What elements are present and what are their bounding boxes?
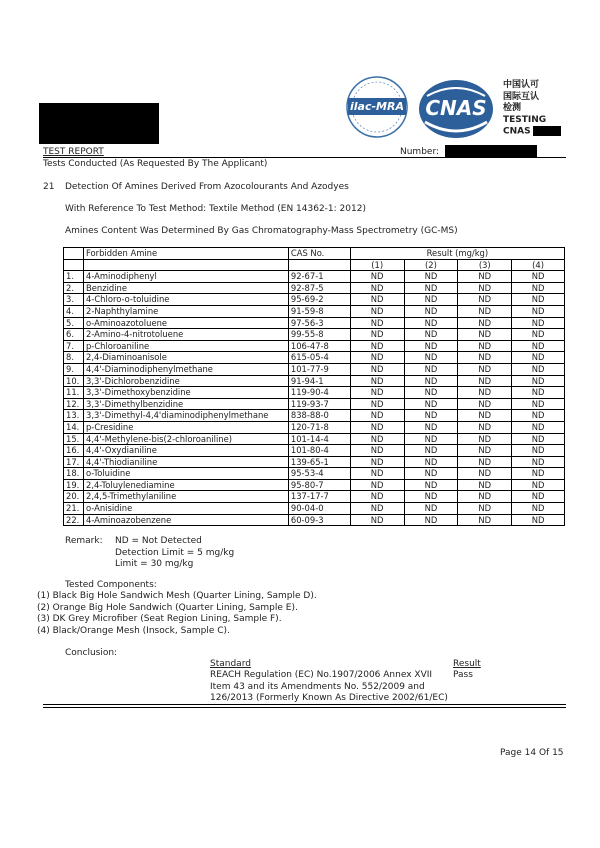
result-3: ND bbox=[458, 282, 512, 294]
amine-name: 3,3'-Dimethoxybenzidine bbox=[83, 387, 288, 399]
accreditation-text bbox=[503, 80, 561, 138]
result-3: ND bbox=[458, 433, 512, 445]
amine-name: 2,4-Toluylenediamine bbox=[83, 479, 288, 491]
result-3: ND bbox=[458, 375, 512, 387]
result-4: ND bbox=[512, 305, 565, 317]
result-2: ND bbox=[404, 305, 458, 317]
amine-name: p-Chloroaniline bbox=[83, 340, 288, 352]
cas-number: 120-71-8 bbox=[288, 421, 350, 433]
row-number: 3. bbox=[64, 294, 84, 306]
result-4: ND bbox=[512, 503, 565, 515]
result-4: ND bbox=[512, 421, 565, 433]
footer-rule-bottom bbox=[43, 707, 566, 708]
result-2: ND bbox=[404, 363, 458, 375]
conclusion-result: Pass bbox=[453, 670, 473, 680]
row-number: 14. bbox=[64, 421, 84, 433]
components-list bbox=[37, 591, 317, 637]
report-label: TEST REPORT bbox=[43, 147, 104, 157]
table-row bbox=[64, 305, 565, 317]
amine-name: 4-Chloro-o-toluidine bbox=[83, 294, 288, 306]
result-4: ND bbox=[512, 514, 565, 526]
method-reference: With Reference To Test Method: Textile Method (EN 14362-1: 2012) bbox=[65, 204, 366, 214]
result-1: ND bbox=[350, 468, 404, 480]
result-2: ND bbox=[404, 433, 458, 445]
amine-name: o-Aminoazotoluene bbox=[83, 317, 288, 329]
result-3: ND bbox=[458, 294, 512, 306]
result-2: ND bbox=[404, 491, 458, 503]
result-1: ND bbox=[350, 375, 404, 387]
result-4: ND bbox=[512, 271, 565, 283]
result-3: ND bbox=[458, 329, 512, 341]
remark-detection-limit: Detection Limit = 5 mg/kg bbox=[115, 547, 235, 558]
row-number: 15. bbox=[64, 433, 84, 445]
component-item: (2) Orange Big Hole Sandwich (Quarter Lining, Sample E). bbox=[37, 602, 298, 613]
result-4: ND bbox=[512, 387, 565, 399]
result-3: ND bbox=[458, 398, 512, 410]
cas-number: 101-77-9 bbox=[288, 363, 350, 375]
redacted-cnas-number bbox=[533, 126, 561, 136]
cas-number: 95-69-2 bbox=[288, 294, 350, 306]
cas-number: 119-90-4 bbox=[288, 387, 350, 399]
row-number: 20. bbox=[64, 491, 84, 503]
result-1: ND bbox=[350, 479, 404, 491]
result-2: ND bbox=[404, 387, 458, 399]
amine-name: 3,3'-Dimethylbenzidine bbox=[83, 398, 288, 410]
table-row bbox=[64, 352, 565, 364]
cas-number: 137-17-7 bbox=[288, 491, 350, 503]
row-number: 16. bbox=[64, 445, 84, 457]
cnas-code: CNAS bbox=[503, 126, 561, 138]
amines-table bbox=[63, 247, 565, 526]
amine-name: 2,4,5-Trimethylaniline bbox=[83, 491, 288, 503]
col-cas-no: CAS No. bbox=[288, 248, 350, 260]
result-2: ND bbox=[404, 398, 458, 410]
result-1: ND bbox=[350, 503, 404, 515]
row-number: 11. bbox=[64, 387, 84, 399]
result-3: ND bbox=[458, 514, 512, 526]
amine-name: 4-Aminoazobenzene bbox=[83, 514, 288, 526]
cas-number: 95-53-4 bbox=[288, 468, 350, 480]
result-4: ND bbox=[512, 294, 565, 306]
standard-line: Item 43 and its Amendments No. 552/2009 and bbox=[210, 681, 425, 692]
standard-line: REACH Regulation (EC) No.1907/2006 Annex XVII bbox=[210, 670, 433, 680]
result-3: ND bbox=[458, 491, 512, 503]
result-1: ND bbox=[350, 445, 404, 457]
result-2: ND bbox=[404, 317, 458, 329]
component-item: (3) DK Grey Microfiber (Seat Region Lining, Sample F). bbox=[37, 614, 282, 624]
row-number: 17. bbox=[64, 456, 84, 468]
ilac-text: ilac-MRA bbox=[350, 100, 404, 113]
table-row bbox=[64, 410, 565, 422]
components-title: Tested Components: bbox=[65, 580, 157, 590]
amine-name: 4,4'-Oxydianiline bbox=[83, 445, 288, 457]
row-number: 13. bbox=[64, 410, 84, 422]
result-3: ND bbox=[458, 445, 512, 457]
header-rule bbox=[43, 157, 566, 158]
table-row bbox=[64, 329, 565, 341]
result-1: ND bbox=[350, 387, 404, 399]
result-2: ND bbox=[404, 340, 458, 352]
row-number: 22. bbox=[64, 514, 84, 526]
cas-number: 615-05-4 bbox=[288, 352, 350, 364]
result-2: ND bbox=[404, 421, 458, 433]
cas-number: 90-04-0 bbox=[288, 503, 350, 515]
cn-line3: 检测 bbox=[503, 103, 522, 113]
col-sample-3: (3) bbox=[458, 259, 512, 271]
row-number: 10. bbox=[64, 375, 84, 387]
result-2: ND bbox=[404, 503, 458, 515]
row-number: 8. bbox=[64, 352, 84, 364]
result-3: ND bbox=[458, 317, 512, 329]
cnas-logo-text: CNAS bbox=[425, 96, 487, 120]
cas-number: 91-59-8 bbox=[288, 305, 350, 317]
remark-block bbox=[115, 536, 234, 571]
result-2: ND bbox=[404, 468, 458, 480]
result-4: ND bbox=[512, 317, 565, 329]
result-2: ND bbox=[404, 375, 458, 387]
table-row bbox=[64, 340, 565, 352]
result-1: ND bbox=[350, 433, 404, 445]
cas-number: 838-88-0 bbox=[288, 410, 350, 422]
result-3: ND bbox=[458, 363, 512, 375]
result-1: ND bbox=[350, 514, 404, 526]
cnas-logo bbox=[417, 78, 495, 140]
table-header-blank bbox=[64, 248, 84, 260]
result-1: ND bbox=[350, 294, 404, 306]
result-3: ND bbox=[458, 305, 512, 317]
col-sample-4: (4) bbox=[512, 259, 565, 271]
table-row bbox=[64, 421, 565, 433]
result-2: ND bbox=[404, 294, 458, 306]
component-item: (4) Black/Orange Mesh (Insock, Sample C). bbox=[37, 625, 230, 636]
amine-name: 4,4'-Methylene-bis(2-chloroaniline) bbox=[83, 433, 288, 445]
redacted-logo-block bbox=[39, 103, 159, 144]
result-1: ND bbox=[350, 398, 404, 410]
cn-line1: 中国认可 bbox=[503, 80, 540, 90]
result-4: ND bbox=[512, 282, 565, 294]
result-2: ND bbox=[404, 445, 458, 457]
result-4: ND bbox=[512, 363, 565, 375]
col-forbidden-amine: Forbidden Amine bbox=[83, 248, 288, 260]
row-number: 7. bbox=[64, 340, 84, 352]
cas-number: 92-67-1 bbox=[288, 271, 350, 283]
result-3: ND bbox=[458, 421, 512, 433]
result-4: ND bbox=[512, 491, 565, 503]
result-4: ND bbox=[512, 479, 565, 491]
col-sample-2: (2) bbox=[404, 259, 458, 271]
cas-number: 101-14-4 bbox=[288, 433, 350, 445]
table-row bbox=[64, 398, 565, 410]
result-1: ND bbox=[350, 271, 404, 283]
result-2: ND bbox=[404, 514, 458, 526]
result-1: ND bbox=[350, 421, 404, 433]
table-subheader-row bbox=[64, 259, 565, 271]
result-2: ND bbox=[404, 282, 458, 294]
ilac-mra-logo bbox=[344, 75, 410, 139]
result-1: ND bbox=[350, 363, 404, 375]
table-row bbox=[64, 445, 565, 457]
result-3: ND bbox=[458, 479, 512, 491]
conclusion-label: Conclusion: bbox=[65, 648, 118, 658]
cn-line2: 国际互认 bbox=[503, 91, 540, 102]
amine-name: Benzidine bbox=[83, 282, 288, 294]
row-number: 5. bbox=[64, 317, 84, 329]
cas-number: 60-09-3 bbox=[288, 514, 350, 526]
row-number: 18. bbox=[64, 468, 84, 480]
cas-number: 106-47-8 bbox=[288, 340, 350, 352]
cas-number: 92-87-5 bbox=[288, 282, 350, 294]
page-number: Page 14 Of 15 bbox=[500, 748, 564, 758]
amine-name: 2-Amino-4-nitrotoluene bbox=[83, 329, 288, 341]
result-3: ND bbox=[458, 387, 512, 399]
remark-limit: Limit = 30 mg/kg bbox=[115, 559, 194, 569]
result-4: ND bbox=[512, 433, 565, 445]
table-header-row bbox=[64, 248, 565, 260]
result-1: ND bbox=[350, 491, 404, 503]
result-1: ND bbox=[350, 456, 404, 468]
result-4: ND bbox=[512, 410, 565, 422]
result-4: ND bbox=[512, 445, 565, 457]
table-row bbox=[64, 479, 565, 491]
remark-nd: ND = Not Detected bbox=[115, 536, 202, 546]
result-1: ND bbox=[350, 352, 404, 364]
table-row bbox=[64, 375, 565, 387]
result-2: ND bbox=[404, 329, 458, 341]
amine-name: 3,3'-Dimethyl-4,4'diaminodiphenylmethane bbox=[83, 410, 288, 422]
method-description: Amines Content Was Determined By Gas Chromatography-Mass Spectrometry (GC-MS) bbox=[65, 226, 458, 236]
result-2: ND bbox=[404, 456, 458, 468]
standard-header: Standard bbox=[210, 659, 251, 669]
result-1: ND bbox=[350, 340, 404, 352]
result-3: ND bbox=[458, 271, 512, 283]
result-1: ND bbox=[350, 317, 404, 329]
amine-name: 3,3'-Dichlorobenzidine bbox=[83, 375, 288, 387]
result-1: ND bbox=[350, 410, 404, 422]
footer-rule-top bbox=[43, 704, 566, 705]
amine-name: o-Anisidine bbox=[83, 503, 288, 515]
row-number: 19. bbox=[64, 479, 84, 491]
row-number: 12. bbox=[64, 398, 84, 410]
result-3: ND bbox=[458, 468, 512, 480]
result-3: ND bbox=[458, 410, 512, 422]
row-number: 1. bbox=[64, 271, 84, 283]
cas-number: 99-55-8 bbox=[288, 329, 350, 341]
table-row bbox=[64, 282, 565, 294]
result-2: ND bbox=[404, 352, 458, 364]
cas-number: 119-93-7 bbox=[288, 398, 350, 410]
result-4: ND bbox=[512, 375, 565, 387]
result-3: ND bbox=[458, 340, 512, 352]
amine-name: o-Toluidine bbox=[83, 468, 288, 480]
col-result: Result (mg/kg) bbox=[350, 248, 564, 260]
amine-name: 2,4-Diaminoanisole bbox=[83, 352, 288, 364]
result-3: ND bbox=[458, 352, 512, 364]
result-1: ND bbox=[350, 329, 404, 341]
amine-name: p-Cresidine bbox=[83, 421, 288, 433]
amine-name: 4,4'-Diaminodiphenylmethane bbox=[83, 363, 288, 375]
table-row bbox=[64, 433, 565, 445]
table-row bbox=[64, 503, 565, 515]
result-header: Result bbox=[453, 659, 481, 669]
result-2: ND bbox=[404, 410, 458, 422]
number-label: Number: bbox=[400, 147, 440, 157]
table-row bbox=[64, 491, 565, 503]
table-row bbox=[64, 387, 565, 399]
col-sample-1: (1) bbox=[350, 259, 404, 271]
result-4: ND bbox=[512, 398, 565, 410]
cas-number: 101-80-4 bbox=[288, 445, 350, 457]
cas-number: 97-56-3 bbox=[288, 317, 350, 329]
redacted-number bbox=[445, 145, 537, 157]
table-row bbox=[64, 514, 565, 526]
testing-label: TESTING bbox=[503, 114, 547, 125]
cas-number: 139-65-1 bbox=[288, 456, 350, 468]
result-3: ND bbox=[458, 503, 512, 515]
result-3: ND bbox=[458, 456, 512, 468]
cas-number: 95-80-7 bbox=[288, 479, 350, 491]
table-row bbox=[64, 317, 565, 329]
result-4: ND bbox=[512, 329, 565, 341]
amine-name: 4-Aminodiphenyl bbox=[83, 271, 288, 283]
result-1: ND bbox=[350, 282, 404, 294]
row-number: 4. bbox=[64, 305, 84, 317]
section-number: 21 bbox=[43, 182, 55, 192]
cas-number: 91-94-1 bbox=[288, 375, 350, 387]
result-4: ND bbox=[512, 456, 565, 468]
remark-label: Remark: bbox=[65, 536, 103, 546]
result-4: ND bbox=[512, 352, 565, 364]
row-number: 9. bbox=[64, 363, 84, 375]
table-row bbox=[64, 294, 565, 306]
result-4: ND bbox=[512, 468, 565, 480]
amine-name: 4,4'-Thiodianiline bbox=[83, 456, 288, 468]
result-1: ND bbox=[350, 305, 404, 317]
table-row bbox=[64, 271, 565, 283]
table-row bbox=[64, 456, 565, 468]
tested-components bbox=[65, 580, 157, 592]
component-item: (1) Black Big Hole Sandwich Mesh (Quarter Lining, Sample D). bbox=[37, 591, 317, 601]
row-number: 2. bbox=[64, 282, 84, 294]
table-row bbox=[64, 468, 565, 480]
standard-line: 126/2013 (Formerly Known As Directive 2002/61/EC) bbox=[210, 693, 448, 703]
amine-name: 2-Naphthylamine bbox=[83, 305, 288, 317]
row-number: 21. bbox=[64, 503, 84, 515]
standard-text bbox=[210, 670, 448, 705]
result-2: ND bbox=[404, 479, 458, 491]
result-2: ND bbox=[404, 271, 458, 283]
row-number: 6. bbox=[64, 329, 84, 341]
tests-conducted: Tests Conducted (As Requested By The Applicant) bbox=[43, 159, 268, 169]
table-row bbox=[64, 363, 565, 375]
section-title: Detection Of Amines Derived From Azocolourants And Azodyes bbox=[65, 182, 349, 192]
result-4: ND bbox=[512, 340, 565, 352]
